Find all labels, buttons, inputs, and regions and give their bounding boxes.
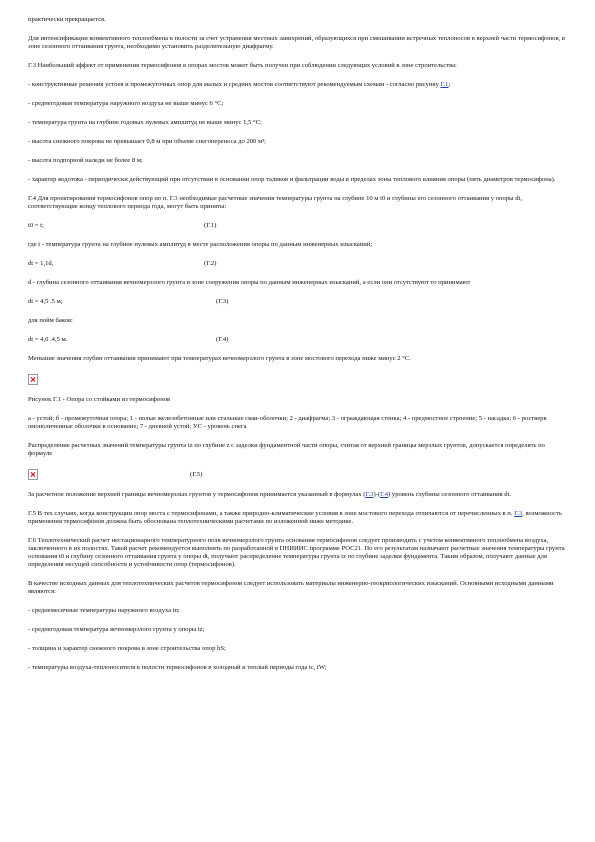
- formula-g5: [28, 469, 568, 480]
- paragraph-where-t: где t - температура грунта на глубине нулевых амплитуд в месте расположения опоры по данным инженерных изысканий;: [28, 241, 373, 248]
- paragraph-floodplain: для пойм баков:: [28, 317, 73, 324]
- input-item-snow-cover: - толщина и характер снежного покрова в зоне строительства опор hS;: [28, 645, 226, 652]
- formula-g3: [28, 298, 568, 306]
- formula-number: (Г.1): [204, 222, 217, 229]
- input-item-air-temp: - среднемесячные температуры наружного воздуха tn;: [28, 607, 180, 614]
- paragraph-depth-d: d - глубина сезонного оттаивания вечномерзлого грунта в зоне сооружения опоры по данным инженерных изысканий, а если они отсутствуют то принимают: [28, 279, 471, 286]
- text-span: Г.5 В тех случаях, когда конструкции опор моста с термосифонами, а также природно-климатические условия в зоне мостового перехода отличаются от перечисленных в п.: [28, 510, 515, 517]
- figure-caption: Рисунок Г.1 - Опора со стойками из термосифонов: [28, 396, 171, 403]
- text-span: ) уровень глубины сезонного оттаивания dt.: [388, 491, 512, 498]
- formula-expression: dt = 1,1d,: [28, 260, 54, 267]
- formula-g2: [28, 260, 568, 268]
- input-item-ground-temp: - среднегодовая температура вечномерзлого грунта у опоры tz;: [28, 626, 205, 633]
- condition-item-air-temp: - среднегодовая температура наружного воздуха не выше минус 6 °С;: [28, 100, 224, 107]
- formula-link-g3[interactable]: Г.3: [365, 491, 374, 498]
- paragraph-smaller-values: Меньшие значения глубин оттаивания принимают при температурах вечномерзлого грунта в зоне мостового перехода ниже минус 2 °С.: [28, 355, 411, 362]
- figure-g1-image: [28, 374, 568, 385]
- figure-link-g1[interactable]: Г.1: [440, 81, 449, 88]
- formula-g4: [28, 336, 568, 344]
- formula-link-g4[interactable]: Г.4: [380, 491, 389, 498]
- paragraph-g4: Г.4 Для проектирования термосифонов опор по п. Г.3 необходимые расчетные значения температуры грунта на глубине 10 м t0 и глубины его сезонного оттаивания у опоры dt, соответствующие концу теплового периода года, могут быть приняты:: [28, 195, 522, 210]
- paragraph-g3: Г.3 Наибольший эффект от применения термосифонов в опорах мостов может быть получен при соблюдении следующих условий в зоне строительства:: [28, 62, 457, 69]
- input-item-coolant-temp: - температуры воздуха-теплоносителя в полости термосифонов в холодный и теплый периоды года tc, tW;: [28, 664, 327, 671]
- formula-number: (Г.4): [216, 336, 229, 343]
- condition-item-schemes: [28, 81, 568, 89]
- condition-item-ice: - высота подпорной наледи не более 8 м;: [28, 157, 143, 164]
- section-link-g3[interactable]: Г.3: [514, 510, 523, 517]
- paragraph-input-data: В качестве исходных данных для теплотехнических расчетов термосифонов следует использовать материалы инженерно-геокриологических изысканий. Основными исходными данными являются:: [28, 580, 554, 595]
- text-span: , возможность применения термосифонов должна быть обоснована теплотехническими расчетами по изложенной ниже методике.: [28, 510, 562, 525]
- formula-number: (Г.2): [204, 260, 217, 267]
- paragraph-g5: [28, 510, 568, 526]
- formula-g1: [28, 222, 568, 230]
- paragraph-design-boundary: [28, 491, 568, 499]
- condition-item-stream: - характер водотока - периодически действующий при отсутствии в основании опор таликов и фильтрации воды в пределах зоны теплового влияния опоры (пять диаметров термосифона).: [28, 176, 556, 183]
- paragraph-g6: Г.6 Теплотехнический расчет нестационарного температурного поля вечномерзлого грунта основания термосифонов следует производить с учетом конвективного теплообмена воздуха, заключенного в их полостях. Такой расчет рекомендуется выполнять по разработанной в ПНИИИС программе РОС21. По его результатам назначают расчетные значения температуры грунта основания t0 и глубину сезонного оттаивания грунта у опоры dt, получают распределение температуры грунта tz по глубине заделки фундамента. Таким образом, получают данные для определения несущей способности и устойчивости опор (термосифонов).: [28, 537, 565, 568]
- text-span: )-(: [373, 491, 381, 498]
- formula-expression: dt = 4,5 .5 м;: [28, 298, 63, 305]
- broken-image-icon: [28, 469, 38, 480]
- formula-number: (Г.5): [190, 470, 203, 478]
- formula-expression: dt = 4,0 .4,5 м.: [28, 336, 68, 343]
- condition-item-ground-temp: - температура грунта на глубине годовых нулевых амплитуд не выше минус 1,5 °С;: [28, 119, 262, 126]
- condition-item-snow: - высота снежного покрова не превышает 0,8 м при объеме снегопереноса до 200 м³;: [28, 138, 266, 145]
- text-span: За расчетное положение верхней границы вечномерзлых грунтов у термосифонов принимается указанный в формулах (: [28, 491, 366, 498]
- broken-image-icon: [28, 374, 38, 385]
- condition-text: - конструктивные решения устоев и промежуточных опор для малых и средних мостов соответствуют рекомендуемым схемам - согласно рисунку: [28, 81, 441, 88]
- document-page: [28, 16, 568, 683]
- condition-tail: ;: [448, 81, 451, 88]
- formula-expression: t0 = t;: [28, 222, 44, 229]
- paragraph-diaphragm: Для интенсификации конвективного теплообмена в полости за счет устранения местных завихрений, образующихся при смешивании встречных теплоносов в верхней части термосифонов, в зоне сезонного оттаивания грунта, необходимо установить разделительную диафрагму.: [28, 35, 565, 50]
- paragraph-intro: практически прекращается.: [28, 16, 106, 23]
- figure-legend: а - устой; б - промежуточная опора; 1 - полые железобетонные или стальные сваи-оболочки; 2 - диафрагма; 3 - ограждающая стенка; 4 - предмостное строение; 5 - насадка; 6 - ростверк омоноличенные оболочки в основание; 7 - дневной устой; УС - уровень снега: [28, 415, 547, 430]
- formula-number: (Г.3): [216, 298, 229, 305]
- paragraph-distribution: Распределение расчетных значений температуры грунта tz по глубине z с заделки фундаментной части опоры, считая от верхней границы мерзлых грунтов, допускается определять по формуле: [28, 442, 545, 457]
